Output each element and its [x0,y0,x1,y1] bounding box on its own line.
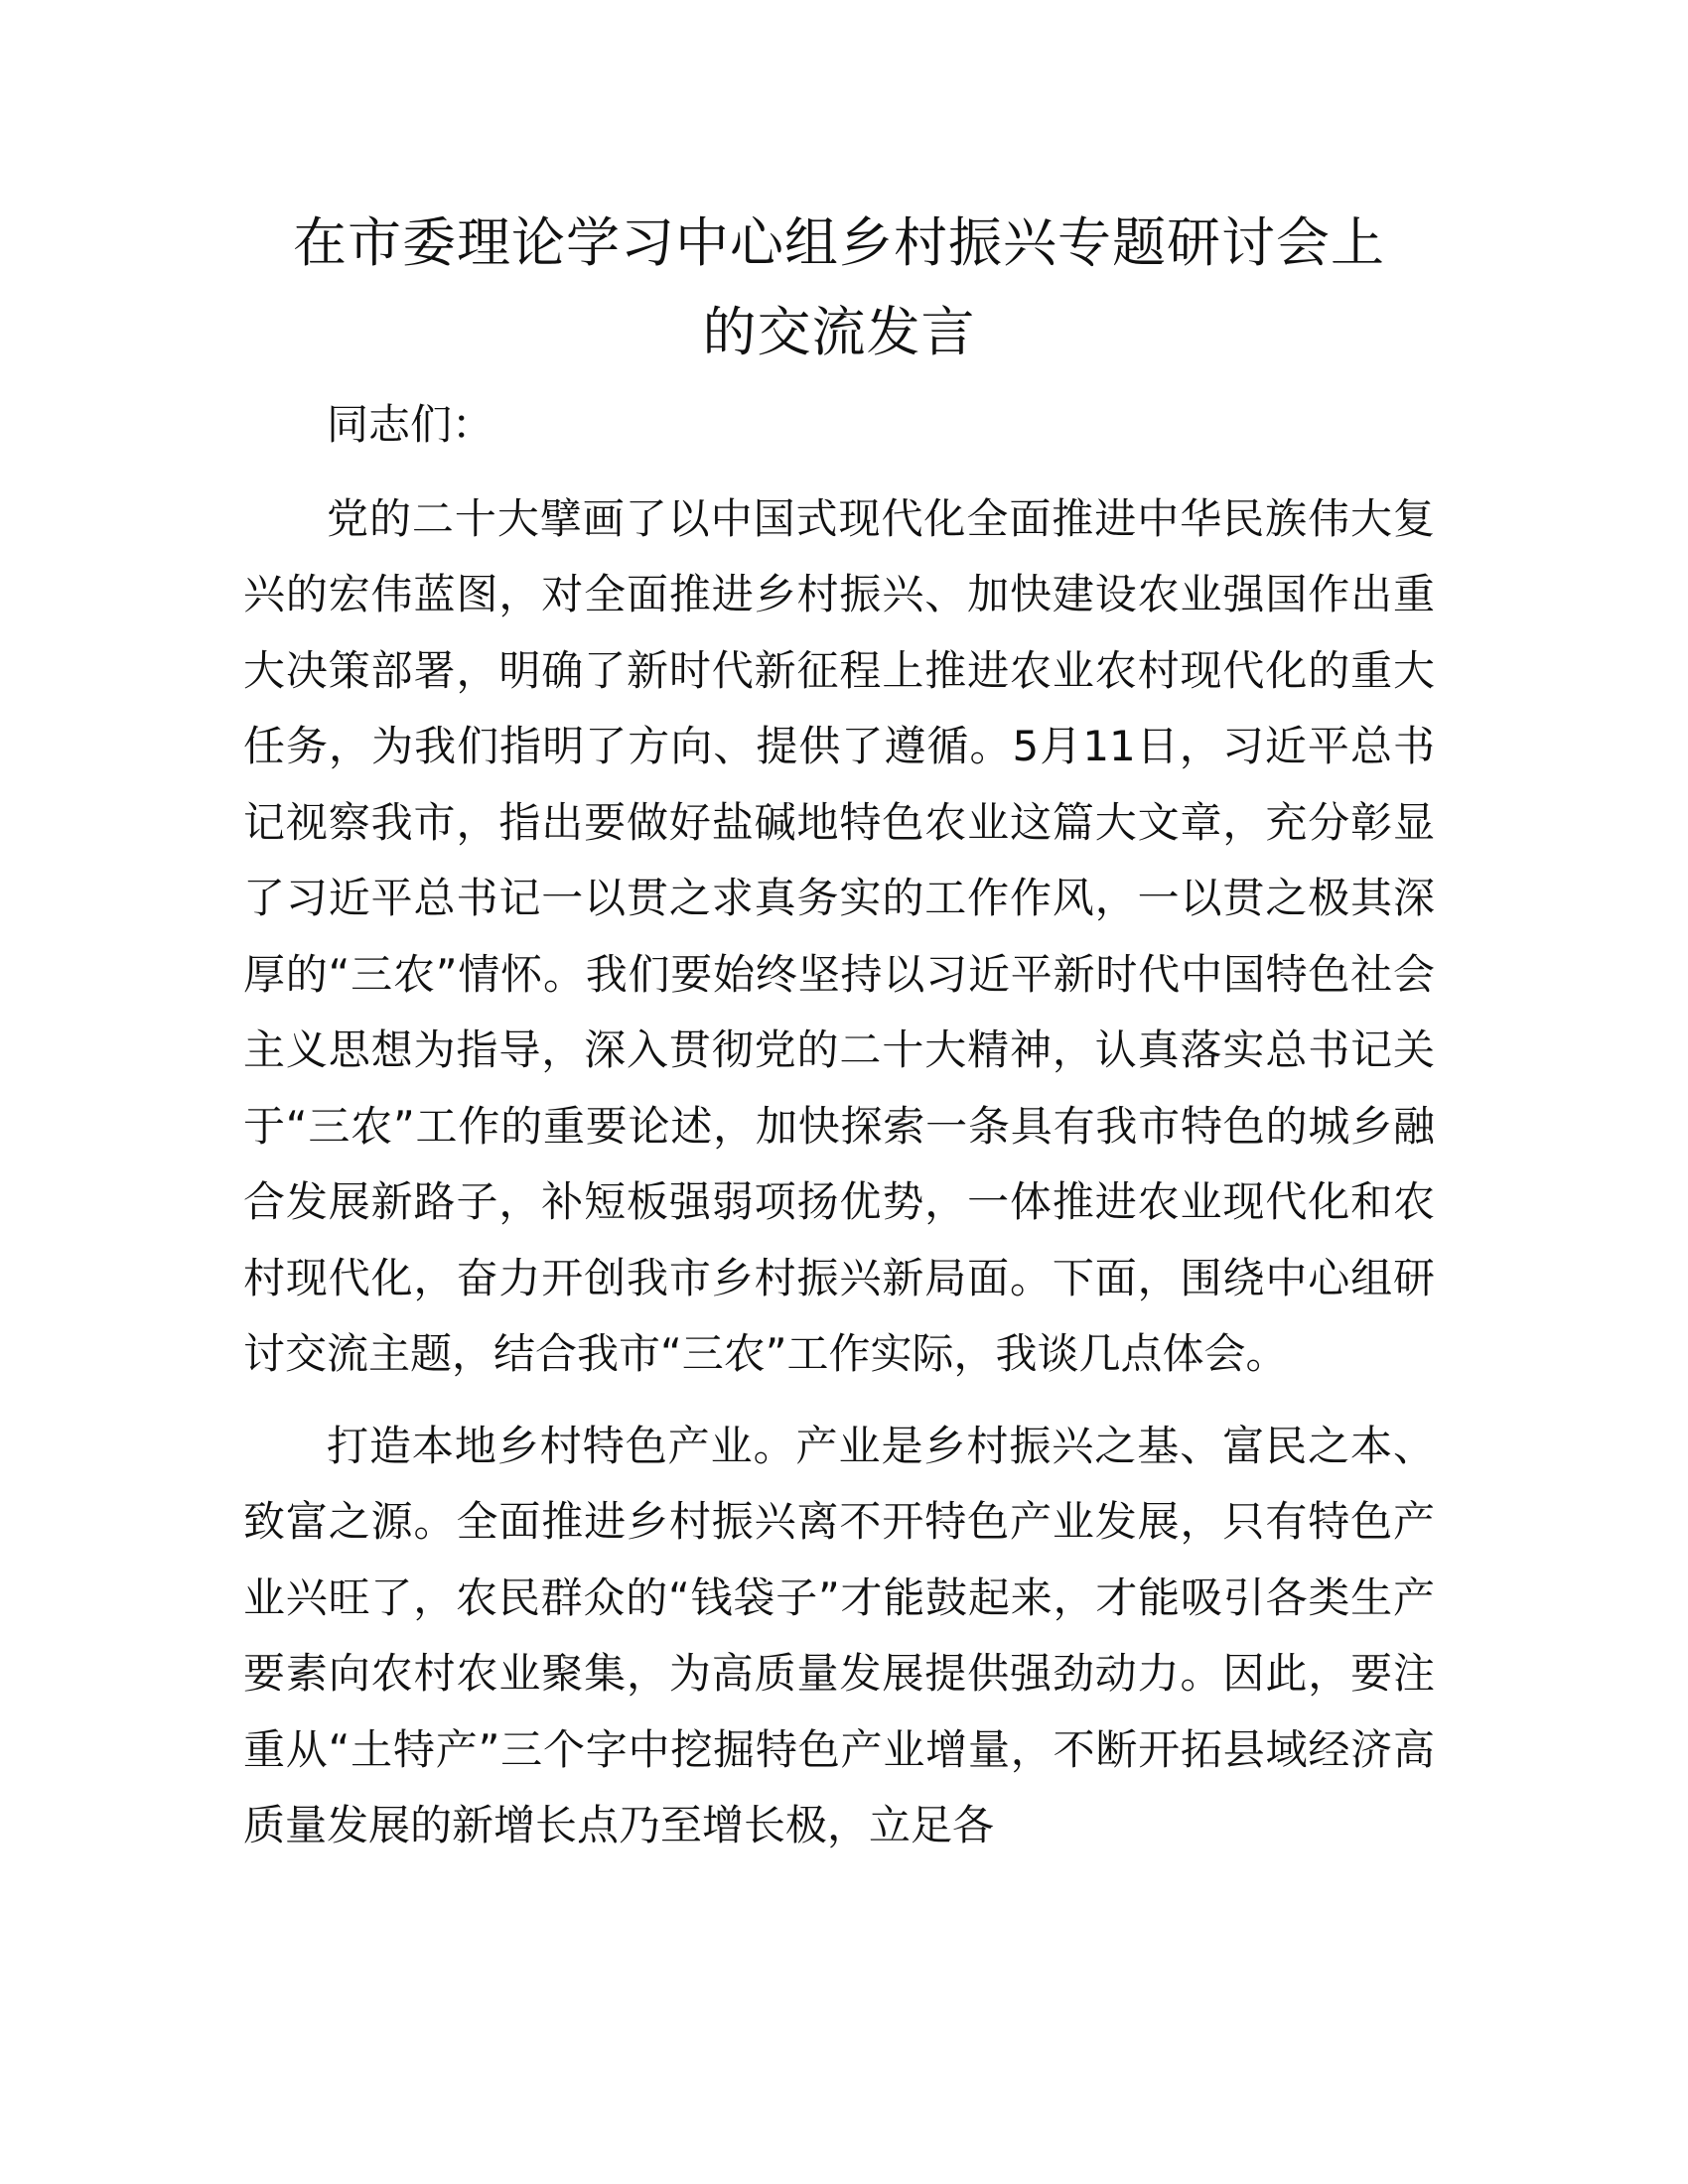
body-paragraph-2: 打造本地乡村特色产业。产业是乡村振兴之基、富民之本、致富之源。全面推进乡村振兴离不开特色产业发展，只有特色产业兴旺了，农民群众的“钱袋子”才能鼓起来，才能吸引各类生产要素向农村农业聚集，为高质量发展提供强劲动力。因此，要注重从“土特产”三个字中挖掘特色产业增量，不断开拓县域经济高质量发展的新增长点乃至增长极，立足各 [243,1421,1435,1849]
document-page [243,199,1435,1864]
title-line-2: 的交流发言 [702,301,976,363]
greeting: 同志们： [327,400,494,449]
document-title [243,199,1435,377]
body-paragraph-1: 党的二十大擘画了以中国式现代化全面推进中华民族伟大复兴的宏伟蓝图，对全面推进乡村振兴、加快建设农业强国作出重大决策部署，明确了新时代新征程上推进农业农村现代化的重大任务，为我们指明了方向、提供了遵循。5月11日，习近平总书记视察我市，指出要做好盐碱地特色农业这篇大文章，充分彰显了习近平总书记一以贯之求真务实的工作作风，一以贯之极其深厚的“三农”情怀。我们要始终坚持以习近平新时代中国特色社会主义思想为指导，深入贯彻党的二十大精神，认真落实总书记关于“三农”工作的重要论述，加快探索一条具有我市特色的城乡融合发展新路子，补短板强弱项扬优势，一体推进农业现代化和农村现代化，奋力开创我市乡村振兴新局面。下面，围绕中心组研讨交流主题，结合我市“三农”工作实际，我谈几点体会。 [243,493,1435,1378]
title-line-1: 在市委理论学习中心组乡村振兴专题研讨会上 [293,211,1385,274]
